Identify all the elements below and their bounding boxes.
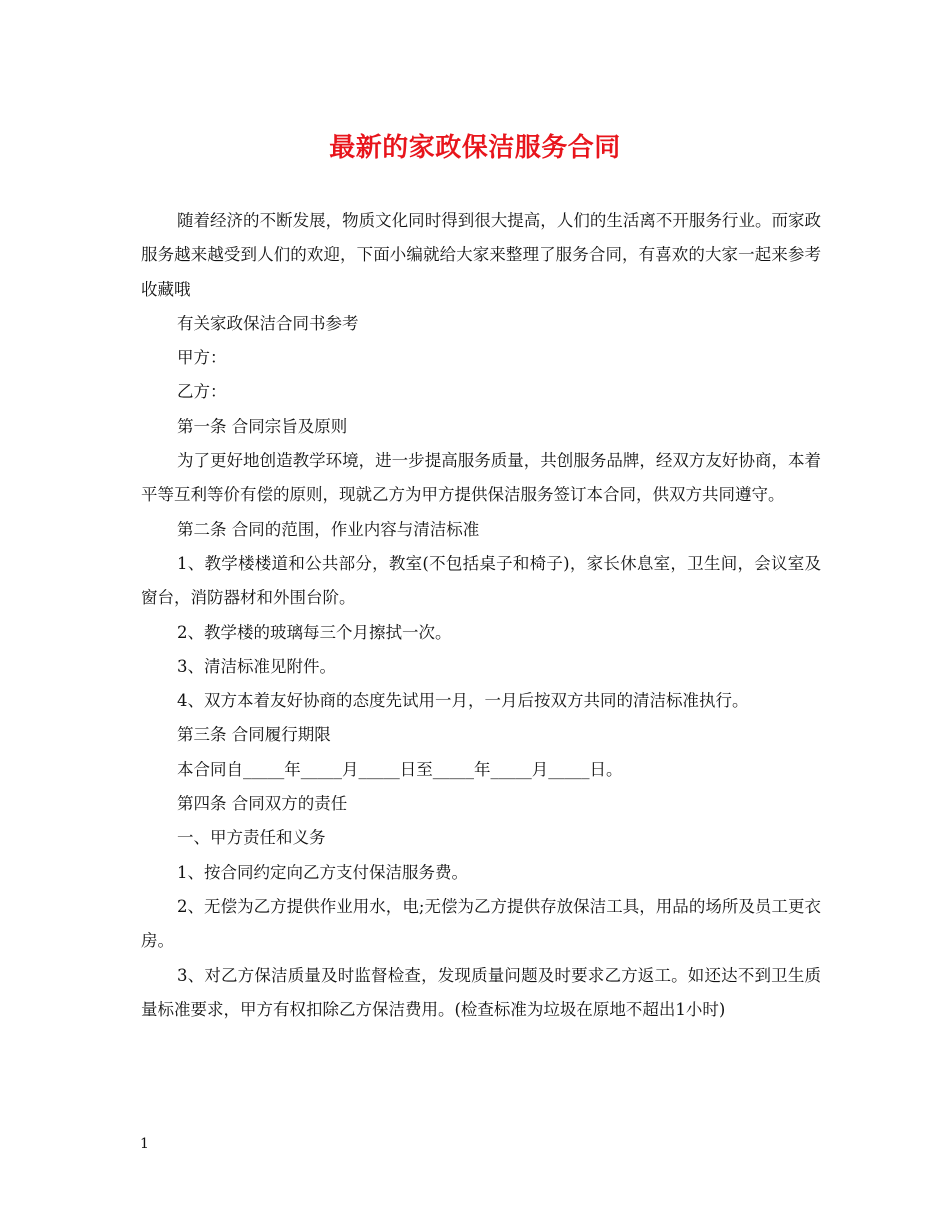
article-3-heading: 第三条 合同履行期限 [177,725,331,745]
party-a-duty-1: 1、按合同约定向乙方支付保洁服务费。 [177,862,468,882]
article-2-item-2: 2、教学楼的玻璃每三个月擦拭一次。 [177,622,452,642]
contract-term-line: 本合同自_____年_____月_____日至_____年_____月_____日。 [177,759,623,779]
article-1-text: 为了更好地创造教学环境，进一步提高服务质量，共创服务品牌，经双方友好协商，本着平等互利等价有偿的原则，现就乙方为甲方提供保洁服务签订本合同，供双方共同遵守。 [141,451,821,505]
party-a-duties-heading: 一、甲方责任和义务 [177,828,326,848]
article-2-item-4: 4、双方本着友好协商的态度先试用一月，一月后按双方共同的清洁标准执行。 [177,691,749,711]
reference-heading: 有关家政保洁合同书参考 [177,313,359,333]
article-2-item-3: 3、清洁标准见附件。 [177,656,336,676]
article-2-item-1: 1、教学楼楼道和公共部分，教室(不包括桌子和椅子)，家长休息室，卫生间，会议室及窗台，消防器材和外围台阶。 [141,553,821,608]
document-title: 最新的家政保洁服务合同 [329,133,621,163]
article-4-heading: 第四条 合同双方的责任 [177,794,348,814]
party-a-duty-2: 2、无偿为乙方提供作业用水，电;无偿为乙方提供存放保洁工具，用品的场所及员工更衣房。 [141,896,821,951]
party-a-duty-3: 3、对乙方保洁质量及时监督检查，发现质量问题及时要求乙方返工。如还达不到卫生质量标准要求，甲方有权扣除乙方保洁费用。(检查标准为垃圾在原地不超出1小时) [141,965,821,1019]
article-1-heading: 第一条 合同宗旨及原则 [177,416,348,436]
article-2-heading: 第二条 合同的范围，作业内容与清洁标准 [177,519,480,539]
intro-paragraph: 随着经济的不断发展，物质文化同时得到很大提高，人们的生活离不开服务行业。而家政服务越来越受到人们的欢迎，下面小编就给大家来整理了服务合同，有喜欢的大家一起来参考收藏哦 [141,211,821,299]
page-number: 1 [140,1136,149,1152]
party-b-line: 乙方： [177,382,227,402]
party-a-line: 甲方： [177,348,227,368]
document-body [141,204,821,1027]
